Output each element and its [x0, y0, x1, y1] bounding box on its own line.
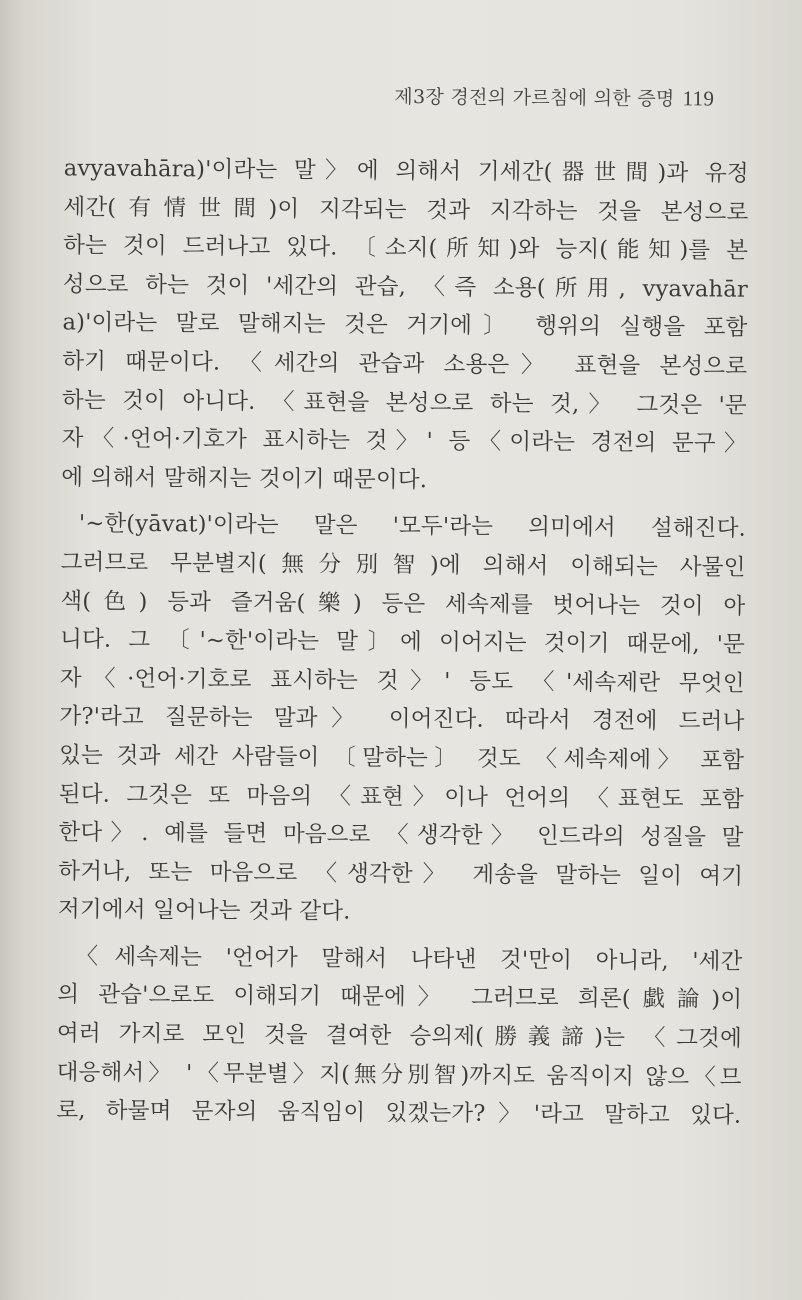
- text-line: 로, 하물며 문자의 움직임이 있겠는가?〉'라고 말하고 있다.: [56, 1097, 742, 1129]
- running-head: [394, 82, 714, 112]
- page-number: 119: [682, 86, 715, 111]
- text-line: 저기에서 일어나는 것과 같다.: [57, 896, 351, 925]
- text-line: 하는 것이 드러나고 있다. 〔소지(所知)와 능지(能知)를 본: [63, 232, 749, 264]
- text-line: avyavahāra)'이라는 말〉에 의해서 기세간(器世間)과 유정: [63, 155, 749, 187]
- text-line: 성으로 하는 것이 '세간의 관습, 〈즉 소용(所用, vyavahār: [62, 271, 748, 303]
- text-line: 세간(有情世間)이 지각되는 것과 지각하는 것을 본성으로: [63, 193, 749, 226]
- text-line: 에 의해서 말해지는 것이기 때문이다.: [61, 464, 428, 493]
- text-line: 니다. 그 〔'~한'이라는 말〕에 이어지는 것이기 때문에, '문: [59, 626, 746, 658]
- chapter-title: 제3장 경전의 가르침에 의한 증명: [394, 85, 675, 111]
- text-line: a)'이라는 말로 말해지는 것은 거기에〕 행위의 실행을 포함: [62, 309, 748, 342]
- text-line: 자〈·언어·기호로 표시하는 것〉' 등도 〈'세속제란 무엇인: [59, 665, 745, 697]
- paragraph-start-line: '~한(yāvat)'이라는 말은 '모두'라는 의미에서 설해진다.: [78, 510, 747, 543]
- text-line: 된다. 그것은 또 마음의 〈표현〉이나 언어의 〈표현도 포함: [58, 780, 744, 813]
- text-line: 자〈·언어·기호가 표시하는 것〉' 등〈이라는 경전의 문구〉: [61, 425, 747, 457]
- text-line: 색(色) 등과 즐거움(樂) 등은 세속제를 벗어나는 것이 아: [60, 587, 746, 620]
- text-line: 있는 것과 세간 사람들이 〔말하는〕 것도 〈세속제에〉 포함: [59, 742, 745, 774]
- text-line: 한다〉. 예를 들면 마음으로 〈생각한〉 인드라의 성질을 말: [58, 819, 744, 851]
- text-line: 그러므로 무분별지(無分別智)에 의해서 이해되는 사물인: [60, 549, 746, 581]
- text-line: 대응해서〉 '〈무분별〉지(無分別智)까지도 움직이지 않으〈므: [56, 1058, 742, 1091]
- text-line: 의 관습'으로도 이해되기 때문에〉 그러므로 희론(戱論)이: [57, 981, 743, 1014]
- text-line: 하기 때문이다. 〈세간의 관습과 소용은〉 표현을 본성으로: [62, 348, 748, 380]
- text-line: 가?'라고 질문하는 말과〉 이어진다. 따라서 경전에 드러나: [59, 703, 745, 736]
- paragraph-start-line: 〈세속제는 '언어가 말해서 나타낸 것'만이 아니라, '세간: [75, 943, 743, 975]
- text-line: 여러 가지로 모인 것을 결여한 승의제(勝義諦)는 〈그것에: [56, 1020, 743, 1052]
- body-text: [56, 149, 749, 1135]
- text-line: 하는 것이 아니다. 〈표현을 본성으로 하는 것,〉 그것은 '문: [61, 386, 748, 419]
- text-line: 하거나, 또는 마음으로 〈생각한〉 게송을 말하는 일이 여기: [58, 858, 744, 890]
